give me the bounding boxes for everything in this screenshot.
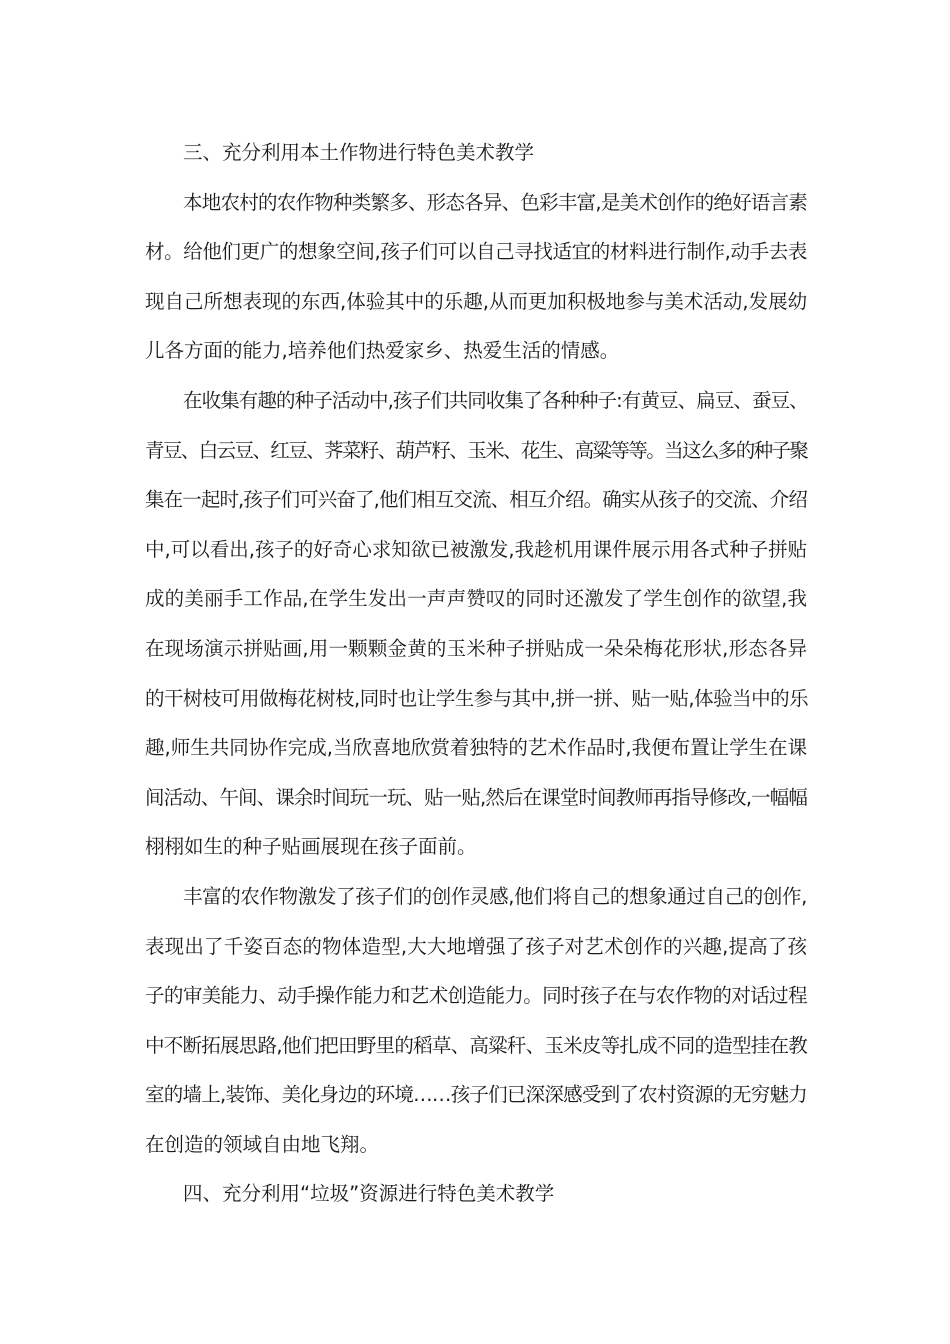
paragraph-line: 在创造的领域自由地飞翔。 xyxy=(145,1132,380,1156)
paragraph-line: 的干树枝可用做梅花树枝,同时也让学生参与其中,拼一拼、贴一贴,体验当中的乐 xyxy=(145,686,809,710)
paragraph-line: 室的墙上,装饰、美化身边的环境……孩子们已深深感受到了农村资源的无穷魅力 xyxy=(145,1083,807,1107)
paragraph-line: 现自己所想表现的东西,体验其中的乐趣,从而更加积极地参与美术活动,发展幼 xyxy=(145,289,808,313)
paragraph-line: 在收集有趣的种子活动中,孩子们共同收集了各种种子:有黄豆、扁豆、蚕豆、 xyxy=(183,388,808,412)
paragraph-line: 间活动、午间、课余时间玩一玩、贴一贴,然后在课堂时间教师再指导修改,一幅幅 xyxy=(145,785,807,809)
paragraph-line: 在现场演示拼贴画,用一颗颗金黄的玉米种子拼贴成一朵朵梅花形状,形态各异 xyxy=(145,636,807,660)
paragraph-line: 栩栩如生的种子贴画展现在孩子面前。 xyxy=(145,835,477,859)
paragraph-line: 趣,师生共同协作完成,当欣喜地欣赏着独特的艺术作品时,我便布置让学生在课 xyxy=(145,736,808,760)
paragraph-line: 集在一起时,孩子们可兴奋了,他们相互交流、相互介绍。确实从孩子的交流、介绍 xyxy=(145,488,807,512)
paragraph-line: 青豆、白云豆、红豆、荠菜籽、葫芦籽、玉米、花生、高粱等等。当这么多的种子聚 xyxy=(145,438,808,462)
paragraph-line: 子的审美能力、动手操作能力和艺术创造能力。同时孩子在与农作物的对话过程 xyxy=(145,984,807,1008)
section-heading-3: 三、充分利用本土作物进行特色美术教学 xyxy=(183,141,535,164)
paragraph-line: 中,可以看出,孩子的好奇心求知欲已被激发,我趁机用课件展示用各式种子拼贴 xyxy=(145,537,808,561)
section-heading-4: 四、充分利用“垃圾”资源进行特色美术教学 xyxy=(183,1182,555,1206)
paragraph-line: 表现出了千姿百态的物体造型,大大地增强了孩子对艺术创作的兴趣,提高了孩 xyxy=(145,934,807,958)
paragraph-line: 成的美丽手工作品,在学生发出一声声赞叹的同时还激发了学生创作的欲望,我 xyxy=(145,587,807,611)
paragraph-line: 材。给他们更广的想象空间,孩子们可以自己寻找适宜的材料进行制作,动手去表 xyxy=(145,240,807,264)
paragraph-line: 本地农村的农作物种类繁多、形态各异、色彩丰富,是美术创作的绝好语言素 xyxy=(183,190,807,214)
paragraph-line: 儿各方面的能力,培养他们热爱家乡、热爱生活的情感。 xyxy=(145,339,620,363)
document-body xyxy=(145,128,807,1219)
paragraph-line: 中不断拓展思路,他们把田野里的稻草、高粱秆、玉米皮等扎成不同的造型挂在教 xyxy=(145,1033,807,1057)
paragraph-line: 丰富的农作物激发了孩子们的创作灵感,他们将自己的想象通过自己的创作, xyxy=(183,884,807,908)
